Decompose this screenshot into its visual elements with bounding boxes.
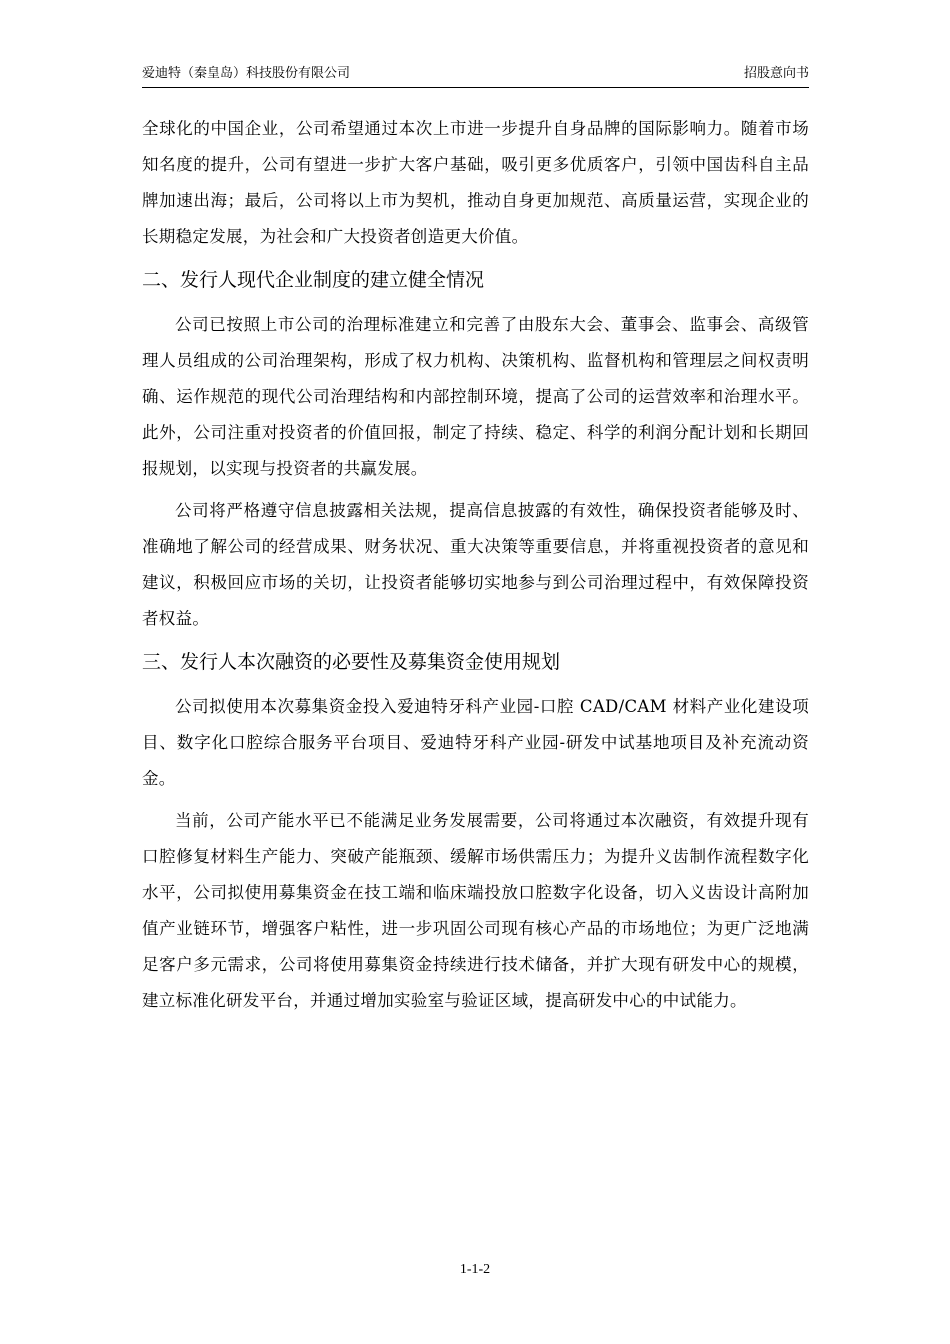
header-document-type: 招股意向书: [743, 66, 809, 81]
section-2-paragraph-2: 公司将严格遵守信息披露相关法规，提高信息披露的有效性，确保投资者能够及时、准确地了解公司的经营成果、财务状况、重大决策等重要信息，并将重视投资者的意见和建议，积极回应市场的关切，让投资者能够切实地参与到公司治理过程中，有效保障投资者权益。: [142, 501, 809, 628]
section-3-paragraph-1: 公司拟使用本次募集资金投入爱迪特牙科产业园-口腔 CAD/CAM 材料产业化建设项目、数字化口腔综合服务平台项目、爱迪特牙科产业园-研发中试基地项目及补充流动资金。: [142, 697, 809, 788]
document-body: [142, 111, 809, 1025]
intro-paragraph: 全球化的中国企业，公司希望通过本次上市进一步提升自身品牌的国际影响力。随着市场知名度的提升，公司有望进一步扩大客户基础，吸引更多优质客户，引领中国齿科自主品牌加速出海；最后，公司将以上市为契机，推动自身更加规范、高质量运营，实现企业的长期稳定发展，为社会和广大投资者创造更大价值。: [142, 119, 809, 246]
page-number: 1-1-2: [459, 1262, 491, 1277]
header-company-name: 爱迪特（秦皇岛）科技股份有限公司: [142, 66, 351, 81]
section-2-paragraph-1: 公司已按照上市公司的治理标准建立和完善了由股东大会、董事会、监事会、高级管理人员组成的公司治理架构，形成了权力机构、决策机构、监督机构和管理层之间权责明确、运作规范的现代公司治理结构和内部控制环境，提高了公司的运营效率和治理水平。此外，公司注重对投资者的价值回报，制定了持续、稳定、科学的利润分配计划和长期回报规划，以实现与投资者的共赢发展。: [142, 315, 809, 478]
section-3-heading: 三、发行人本次融资的必要性及募集资金使用规划: [142, 651, 561, 673]
header-divider: [142, 87, 809, 88]
section-2-heading: 二、发行人现代企业制度的建立健全情况: [142, 269, 485, 291]
section-3-paragraph-2: 当前，公司产能水平已不能满足业务发展需要，公司将通过本次融资，有效提升现有口腔修复材料生产能力、突破产能瓶颈、缓解市场供需压力；为提升义齿制作流程数字化水平，公司拟使用募集资金在技工端和临床端投放口腔数字化设备，切入义齿设计高附加值产业链环节，增强客户粘性，进一步巩固公司现有核心产品的市场地位；为更广泛地满足客户多元需求，公司将使用募集资金持续进行技术储备，并扩大现有研发中心的规模，建立标准化研发平台，并通过增加实验室与验证区域，提高研发中心的中试能力。: [142, 811, 809, 1010]
page-header: [142, 58, 809, 88]
